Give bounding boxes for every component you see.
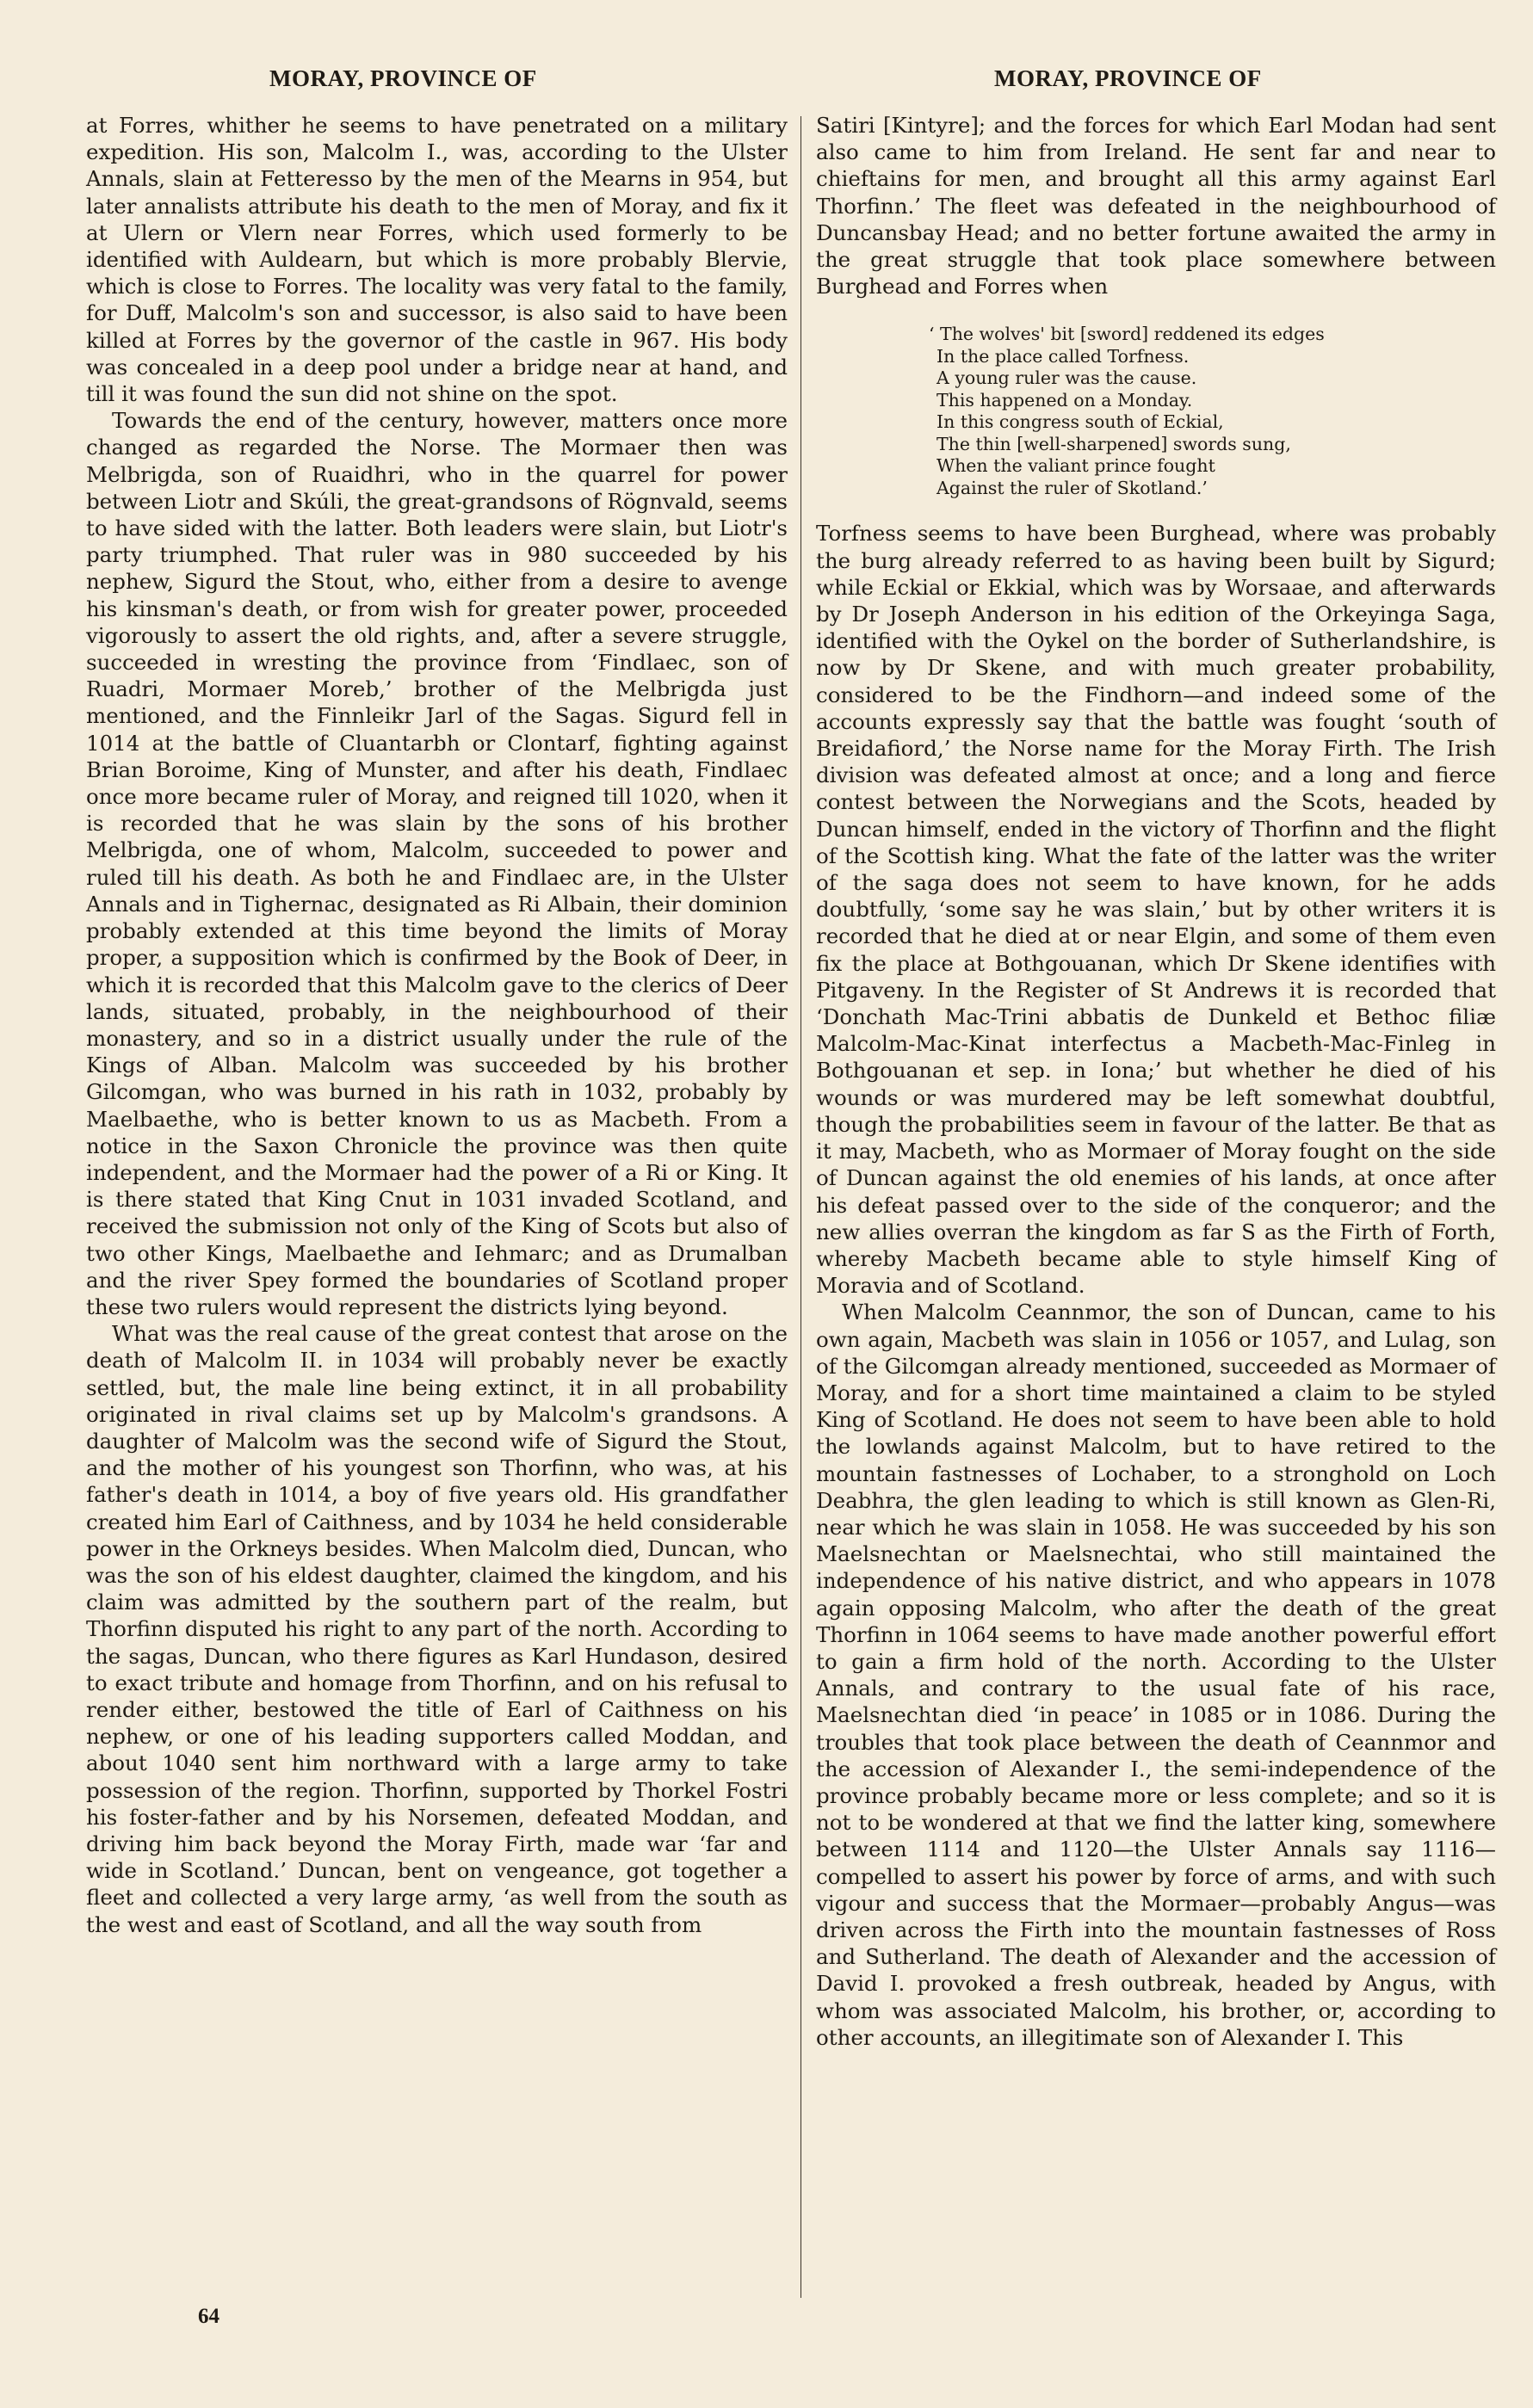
verse-line: Against the ruler of Skotland.’ bbox=[936, 477, 1208, 498]
left-column bbox=[86, 112, 788, 1938]
verse-line: In the place called Torfness. bbox=[936, 345, 1190, 367]
verse-line: In this congress south of Eckial, bbox=[936, 411, 1224, 433]
left-paragraph-2: Towards the end of the century, however, matters once more changed as regarded the Norse. The Mormaer then was Melbrigda, son of Ruaidhri, who in the quarrel for power between Liotr and Skúli, the great-grandsons of Rögnvald, seems to have sided with the latter. Both leaders were slain, but Liotr's party triumphed. That ruler was in 980 succeeded by his nephew, Sigurd the Stout, who, either from a desire to avenge his kinsman's death, or from wish for greater power, proceeded vigorously to assert the old rights, and, after a severe struggle, succeeded in wresting the province from ‘Findlaec, son of Ruadri, Mormaer Moreb,’ brother of the Melbrigda just mentioned, and the Finnleikr Jarl of the Sagas. Sigurd fell in 1014 at the battle of Cluantarbh or Clontarf, fighting against Brian Boroime, King of Munster, and after his death, Findlaec once more became ruler of Moray, and reigned till 1020, when it is recorded that he was slain by the sons of his brother Melbrigda, one of whom, Malcolm, succeeded to power and ruled till his death. As both he and Findlaec are, in the Ulster Annals and in Tighernac, designated as Ri Albain, their dominion probably extended at this time beyond the limits of Moray proper, a supposition which is confirmed by the Book of Deer, in which it is recorded that this Malcolm gave to the clerics of Deer lands, situated, probably, in the neighbourhood of their monastery, and so in a district usually under the rule of the Kings of Alban. Malcolm was succeeded by his brother Gilcomgan, who was burned in his rath in 1032, probably by Maelbaethe, who is better known to us as Macbeth. From a notice in the Saxon Chronicle the province was then quite independent, and the Mormaer had the power of a Ri or King. It is there stated that King Cnut in 1031 invaded Scotland, and received the submission not only of the King of Scots but also of two other Kings, Maelbaethe and Iehmarc; and as Drumalban and the river Spey formed the boundaries of Scotland proper these two rulers would represent the districts lying beyond. bbox=[86, 408, 788, 1319]
column-divider bbox=[800, 116, 801, 2298]
left-paragraph-1: at Forres, whither he seems to have penetrated on a military expedition. His son, Malcolm I., was, according to the Ulster Annals, slain at Fetteresso by the men of the Mearns in 954, but later annalists attribute his death to the men of Moray, and fix it at Ulern or Vlern near Forres, which used formerly to be identified with Auldearn, but which is more probably Blervie, which is close to Forres. The locality was very fatal to the family, for Duff, Malcolm's son and successor, is also said to have been killed at Forres by the governor of the castle in 967. His body was concealed in a deep pool under a bridge near at hand, and till it was found the sun did not shine on the spot. bbox=[86, 113, 788, 407]
left-paragraph-3: What was the real cause of the great contest that arose on the death of Malcolm II. in 1034 will probably never be exactly settled, but, the male line being extinct, it in all probability originated in rival claims set up by Malcolm's grandsons. A daughter of Malcolm was the second wife of Sigurd the Stout, and the mother of his youngest son Thorfinn, who was, at his father's death in 1014, a boy of five years old. His grandfather created him Earl of Caithness, and by 1034 he held considerable power in the Orkneys besides. When Malcolm died, Duncan, who was the son of his eldest daughter, claimed the kingdom, and his claim was admitted by the southern part of the realm, but Thorfinn disputed his right to any part of the north. According to the sagas, Duncan, who there figures as Karl Hundason, desired to exact tribute and homage from Thorfinn, and on his refusal to render either, bestowed the title of Earl of Caithness on his nephew, or one of his leading supporters called Moddan, and about 1040 sent him northward with a large army to take possession of the region. Thorfinn, supported by Thorkel Fostri his foster-father and by his Norsemen, defeated Moddan, and driving him back beyond the Moray Firth, made war ‘far and wide in Scotland.’ Duncan, bent on vengeance, got together a fleet and collected a very large army, ‘as well from the south as the west and east of Scotland, and all the way south from bbox=[86, 1321, 788, 1937]
page-number: 64 bbox=[198, 2305, 219, 2328]
verse-line: When the valiant prince fought bbox=[936, 455, 1215, 477]
verse-line: A young ruler was the cause. bbox=[936, 367, 1197, 389]
verse-line: ‘ The wolves' bit [sword] reddened its edges bbox=[929, 324, 1325, 345]
verse-line: This happened on a Monday. bbox=[936, 389, 1193, 411]
verse-line: The thin [well-sharpened] swords sung, bbox=[936, 433, 1291, 454]
right-paragraph-1: Torfness seems to have been Burghead, where was probably the burg already referred to as having been built by Sigurd; while Eckial or Ekkial, which was by Worsaae, and afterwards by Dr Joseph Anderson in his edition of the Orkeyinga Saga, identified with the Oykel on the border of Sutherlandshire, is now by Dr Skene, and with much greater probability, considered to be the Findhorn—and indeed some of the accounts expressly say that the battle was fought ‘south of Breidafiord,’ the Norse name for the Moray Firth. The Irish division was defeated almost at once; and a long and fierce contest between the Norwegians and the Scots, headed by Duncan himself, ended in the victory of Thorfinn and the flight of the Scottish king. What the fate of the latter was the writer of the saga does not seem to have known, for he adds doubtfully, ‘some say he was slain,’ but by other writers it is recorded that he died at or near Elgin, and some of them even fix the place at Bothgouanan, which Dr Skene identifies with Pitgaveny. In the Register of St Andrews it is recorded that ‘Donchath Mac-Trini abbatis de Dunkeld et Bethoc filiæ Malcolm-Mac-Kinat interfectus a Macbeth-Mac-Finleg in Bothgouanan et sep. in Iona;’ but whether he died of his wounds or was murdered may be left somewhat doubtful, though the probabilities seem in favour of the latter. Be that as it may, Macbeth, who as Mormaer of Moray fought on the side of Duncan against the old enemies of his lands, at once after his defeat passed over to the side of the conqueror; and the new allies overran the kingdom as far S as the Firth of Forth, whereby Macbeth became able to style himself King of Moravia and of Scotland. bbox=[816, 521, 1496, 1299]
right-column bbox=[816, 112, 1496, 2051]
verse-quotation bbox=[929, 324, 1496, 499]
running-header-left: MORAY, PROVINCE OF bbox=[269, 65, 537, 91]
right-paragraph-2: When Malcolm Ceannmor, the son of Duncan, came to his own again, Macbeth was slain in 1056 or 1057, and Lulag, son of the Gilcomgan already mentioned, succeeded as Mormaer of Moray, and for a short time maintained a claim to be styled King of Scotland. He does not seem to have been able to hold the lowlands against Malcolm, but to have retired to the mountain fastnesses of Lochaber, to a stronghold on Loch Deabhra, the glen leading to which is still known as Glen-Ri, near which he was slain in 1058. He was succeeded by his son Maelsnechtan or Maelsnechtai, who still maintained the independence of his native district, and who appears in 1078 again opposing Malcolm, who after the death of the great Thorfinn in 1064 seems to have made another powerful effort to gain a firm hold of the north. According to the Ulster Annals, and contrary to the usual fate of his race, Maelsnechtan died ‘in peace’ in 1085 or in 1086. During the troubles that took place between the death of Ceannmor and the accession of Alexander I., the semi-independence of the province probably became more or less complete; and so it is not to be wondered at that we find the latter king, somewhere between 1114 and 1120—the Ulster Annals say 1116—compelled to assert his power by force of arms, and with such vigour and success that the Mormaer—probably Angus—was driven across the Firth into the mountain fastnesses of Ross and Sutherland. The death of Alexander and the accession of David I. provoked a fresh outbreak, headed by Angus, with whom was associated Malcolm, his brother, or, according to other accounts, an illegitimate son of Alexander I. This bbox=[816, 1300, 1496, 2050]
running-header-right: MORAY, PROVINCE OF bbox=[994, 65, 1262, 91]
right-paragraph-continuation: Satiri [Kintyre]; and the forces for which Earl Modan had sent also came to him from Ireland. He sent far and near to chieftains for men, and brought all this army against Earl Thorfinn.’ The fleet was defeated in the neighbourhood of Duncansbay Head; and no better fortune awaited the army in the great struggle that took place somewhere between Burghead and Forres when bbox=[816, 113, 1496, 299]
